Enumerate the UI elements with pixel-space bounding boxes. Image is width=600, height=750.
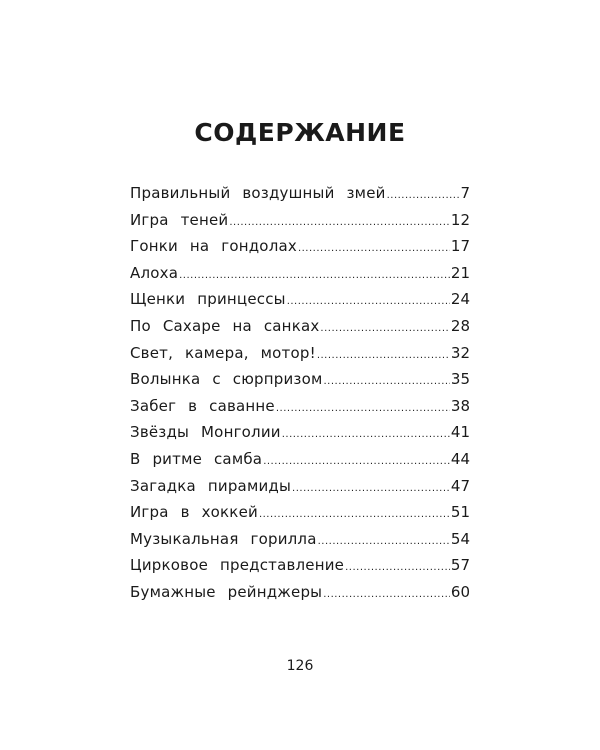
toc-entry-title: Забег в саванне xyxy=(130,396,275,415)
toc-entry xyxy=(130,556,470,583)
toc-entry-title: В ритме самба xyxy=(130,449,263,468)
toc-entry xyxy=(130,423,470,450)
toc-entry xyxy=(130,583,470,610)
page-title: СОДЕРЖАНИЕ xyxy=(194,118,406,147)
toc-dot-leader xyxy=(259,509,450,520)
toc-entry-page: 38 xyxy=(450,396,470,415)
toc-entry xyxy=(130,397,470,424)
toc-dot-leader xyxy=(298,243,450,254)
toc-entry-title: Волынка с сюрпризом xyxy=(130,370,323,389)
toc-entry-page: 57 xyxy=(450,556,470,575)
toc-entry xyxy=(130,370,470,397)
toc-entry xyxy=(130,237,470,264)
toc-entry-page: 7 xyxy=(460,184,470,202)
toc-entry-page: 24 xyxy=(450,290,470,309)
toc-entry-page: 41 xyxy=(450,423,470,442)
toc-entry xyxy=(130,317,470,344)
toc-entry-page: 51 xyxy=(450,503,470,522)
toc-entry-page: 47 xyxy=(450,476,470,495)
toc-entry-title: Загадка пирамиды xyxy=(130,476,292,495)
toc-entry-title: Цирковое представление xyxy=(130,556,345,575)
toc-entry-title: Бумажные рейнджеры xyxy=(130,582,323,601)
toc-dot-leader xyxy=(287,296,450,307)
toc-entry xyxy=(130,477,470,504)
toc-entry-page: 54 xyxy=(450,529,470,548)
toc-entry xyxy=(130,290,470,317)
toc-dot-leader xyxy=(317,350,450,361)
toc-dot-leader xyxy=(320,323,449,334)
toc-dot-leader xyxy=(282,429,450,440)
toc-entry-title: Гонки на гондолах xyxy=(130,237,297,256)
toc-entry-page: 12 xyxy=(450,210,470,229)
toc-dot-leader xyxy=(387,190,460,201)
toc-entry-page: 17 xyxy=(450,237,470,256)
toc-entry xyxy=(130,211,470,238)
toc-entry-title: По Сахаре на санках xyxy=(130,316,320,335)
toc-dot-leader xyxy=(292,483,450,494)
toc-entry-title: Щенки принцессы xyxy=(130,290,286,309)
toc-dot-leader xyxy=(323,589,450,600)
toc-entry-title: Игра теней xyxy=(130,210,229,229)
toc-entry-title: Музыкальная горилла xyxy=(130,529,317,548)
toc-entry-title: Звёзды Монголии xyxy=(130,423,281,442)
toc-entry-page: 32 xyxy=(450,343,470,362)
toc-entry-title: Правильный воздушный змей xyxy=(130,184,386,202)
toc-entry-page: 28 xyxy=(450,316,470,335)
toc-entry-page: 44 xyxy=(450,449,470,468)
toc-dot-leader xyxy=(318,536,450,547)
toc-entry xyxy=(130,503,470,530)
toc-dot-leader xyxy=(263,456,450,467)
toc-entry xyxy=(130,530,470,557)
toc-entry-page: 60 xyxy=(450,582,470,601)
toc-entry-title: Игра в хоккей xyxy=(130,503,258,522)
toc-entry-title: Алоха xyxy=(130,263,179,282)
toc-entry xyxy=(130,264,470,291)
toc-entry-title: Свет, камера, мотор! xyxy=(130,343,316,362)
table-of-contents xyxy=(130,184,470,610)
toc-dot-leader xyxy=(345,562,450,573)
toc-entry-page: 35 xyxy=(450,370,470,389)
toc-dot-leader xyxy=(276,403,450,414)
toc-entry xyxy=(130,184,470,211)
toc-dot-leader xyxy=(179,270,450,281)
toc-entry xyxy=(130,450,470,477)
page-number: 126 xyxy=(286,658,314,674)
toc-dot-leader xyxy=(323,376,449,387)
toc-entry xyxy=(130,344,470,371)
toc-dot-leader xyxy=(229,217,450,228)
toc-entry-page: 21 xyxy=(450,263,470,282)
